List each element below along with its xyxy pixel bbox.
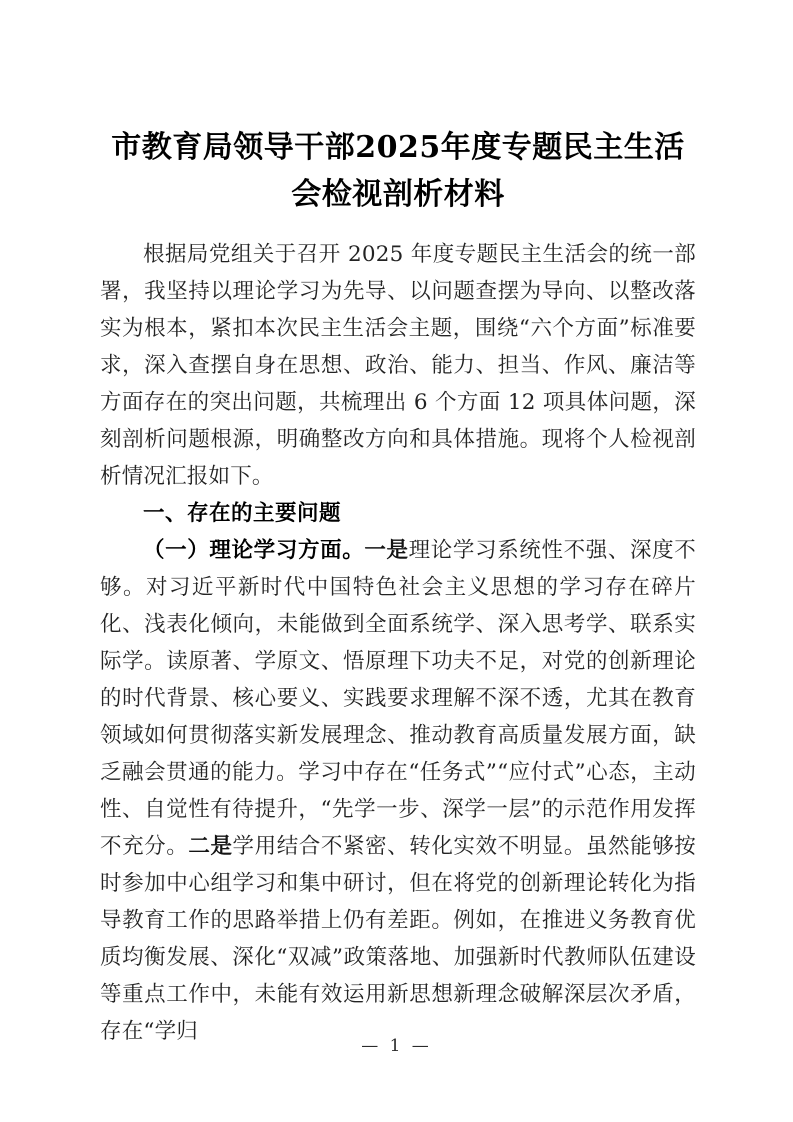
point-two-lead: 二是 <box>188 834 233 859</box>
point-one-text: 理论学习系统性不强、深度不够。对习近平新时代中国特色社会主义思想的学习存在碎片化、浅表化倾向，未能做到全面系统学、深入思考学、联系实际学。读原著、学原文、悟原理下功夫不足，对党的创新理论的时代背景、核心要义、实践要求理解不深不透，尤其在教育领域如何贯彻落实新发展理念、推动教育高质量发展方面，缺乏融会贯通的能力。学习中存在“任务式”“应付式”心态，主动性、自觉性有待提升，“先学一步、深学一层”的示范作用发挥不充分。 <box>100 538 696 859</box>
section-heading-main-problems: 一、存在的主要问题 <box>143 501 342 526</box>
section-one-paragraph <box>100 532 696 1050</box>
point-one-lead: 一是 <box>364 538 409 563</box>
page-number-footer: — 1 — <box>361 1036 432 1056</box>
section-one-label: （一）理论学习方面。 <box>143 538 365 563</box>
intro-paragraph: 根据局党组关于召开 2025 年度专题民主生活会的统一部署，我坚持以理论学习为先导、以问题查摆为导向、以整改落实为根本，紧扣本次民主生活会主题，围绕“六个方面”标准要求，深入查摆自身在思想、政治、能力、担当、作风、廉洁等方面存在的突出问题，共梳理出 6 个方面 12 项具体问题，深刻剖析问题根源，明确整改方向和具体措施。现将个人检视剖析情况汇报如下。 <box>100 242 696 489</box>
point-two-text: 学用结合不紧密、转化实效不明显。虽然能够按时参加中心组学习和集中研讨，但在将党的创新理论转化为指导教育工作的思路举措上仍有差距。例如，在推进义务教育优质均衡发展、深化“双减”政策落地、加强新时代教师队伍建设等重点工作中，未能有效运用新思想新理念破解深层次矛盾，存在“学归 <box>100 834 697 1044</box>
document-body <box>100 236 696 1050</box>
page-title: 市教育局领导干部2025年度专题民主生活会检视剖析材料 <box>111 130 685 213</box>
